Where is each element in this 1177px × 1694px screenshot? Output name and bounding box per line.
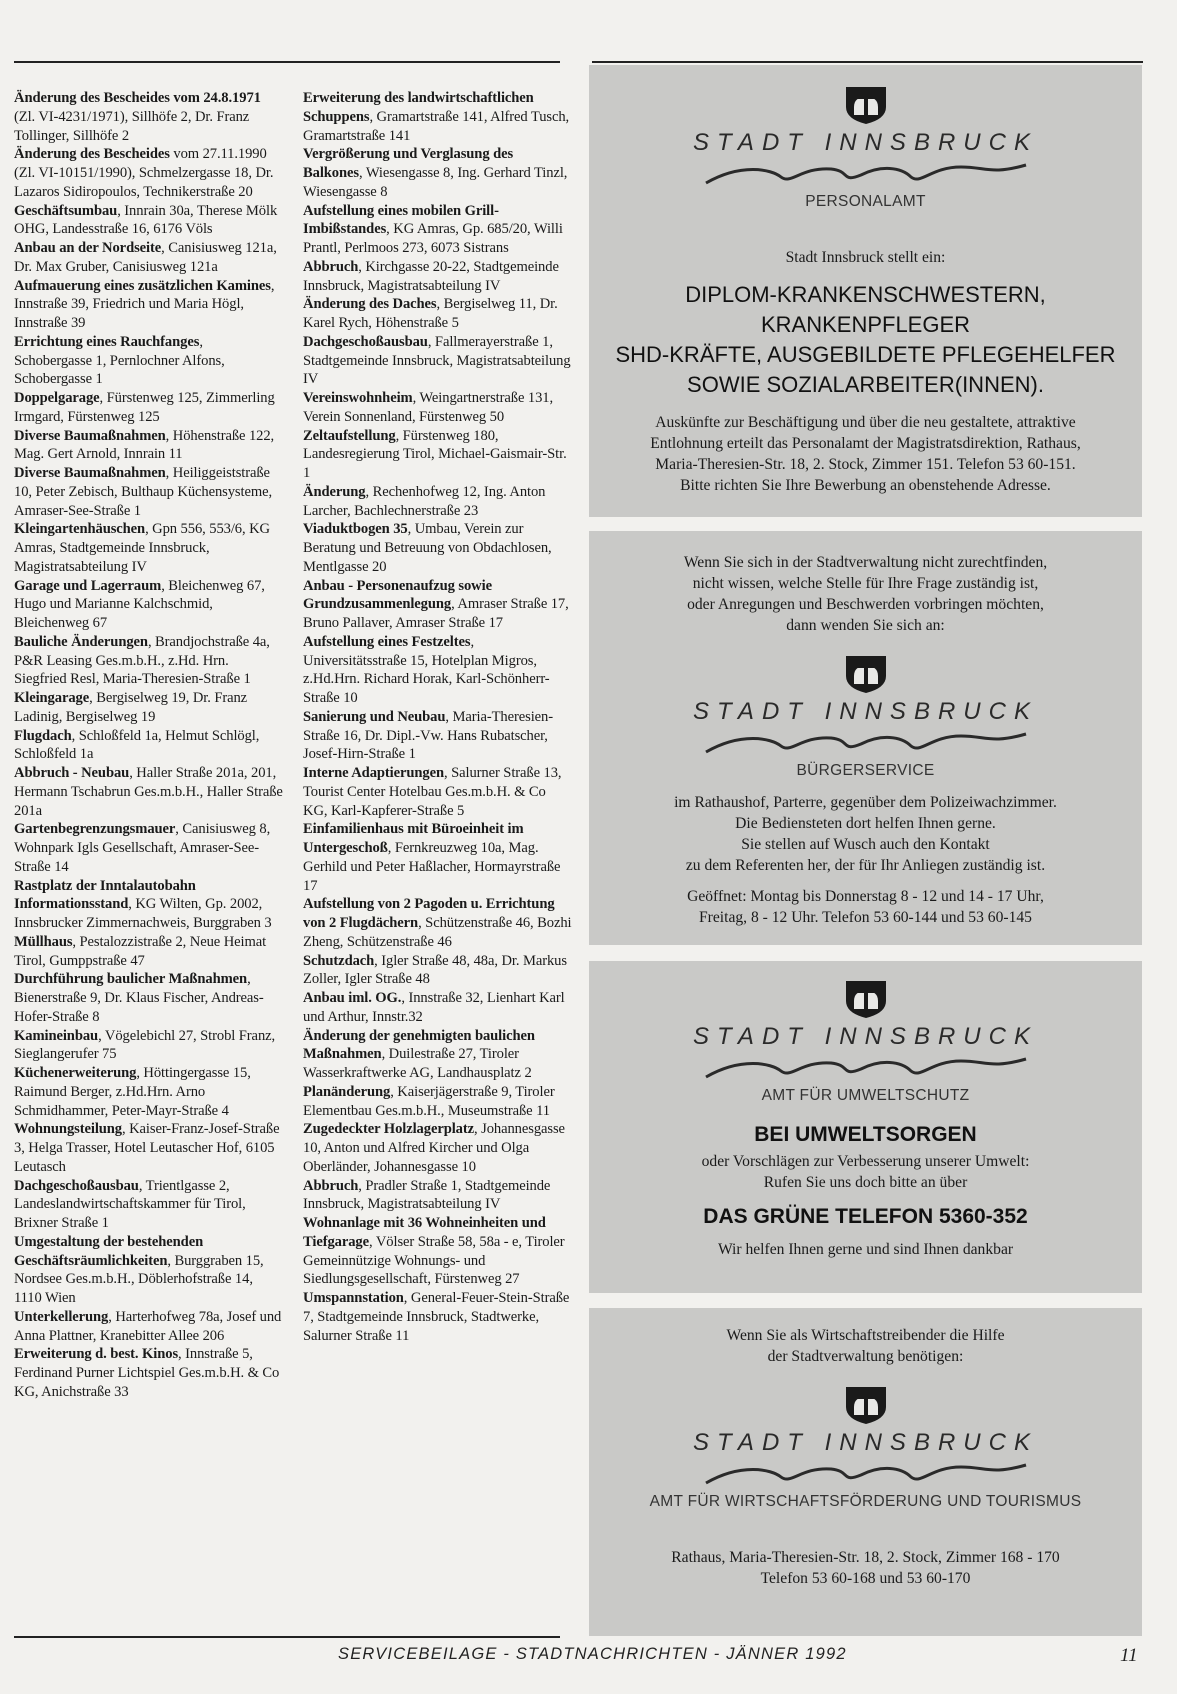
ad2-hours: Geöffnet: Montag bis Donnerstag 8 - 12 und 14 - 17 Uhr, Freitag, 8 - 12 Uhr. Telefon 53 60-144 und 53 60-145	[687, 888, 1044, 926]
notice-text: , Rechenhofweg 12, Ing. Anton Larcher, Bachlechnerstraße 23	[303, 483, 546, 519]
notice-entry	[14, 277, 284, 333]
ad4-contact: Rathaus, Maria-Theresien-Str. 18, 2. Stock, Zimmer 168 - 170 Telefon 53 60-168 und 53 60-170	[671, 1549, 1060, 1587]
notice-entry	[14, 933, 284, 971]
notice-text: , Bergiselweg 19, Dr. Franz Ladinig, Bergiselweg 19	[14, 690, 248, 725]
ad-wirtschaftsfoerderung	[589, 1308, 1142, 1636]
notice-text: , Amraser Straße 17, Bruno Pallaver, Amraser Straße 17	[303, 596, 569, 631]
notice-text: , Fallmerayerstraße 1, Stadtgemeinde Innsbruck, Magistratsabteilung IV	[303, 333, 571, 388]
notice-entry	[14, 202, 284, 240]
notice-entry	[303, 333, 573, 389]
ad2-body: im Rathaushof, Parterre, gegenüber dem Polizeiwachzimmer. Die Bediensteten dort helfen Ihnen gerne. Sie stellen auf Wusch auch den Kontakt zu dem Referenten her, der für Ihr Anliegen zuständig ist.	[674, 794, 1057, 874]
notice-text: , Kaiserjägerstraße 9, Tiroler Elementbau Ges.m.b.H., Museumstraße 11	[303, 1083, 555, 1119]
notice-title: Änderung der genehmigten baulichen Maßnahmen	[303, 1027, 535, 1063]
notice-entry	[303, 820, 573, 895]
notice-text: , Vögelebichl 27, Strobl Franz, Sieglangerufer 75	[14, 1027, 276, 1063]
notice-text: , Canisiusweg 8, Wohnpark Igls Gesellschaft, Amraser-See-Straße 14	[14, 821, 271, 875]
notice-title: Umgestaltung der bestehenden Geschäftsräumlichkeiten	[14, 1233, 204, 1269]
notice-entry	[303, 1289, 573, 1345]
notice-entry	[303, 295, 573, 333]
ad-personalamt	[589, 65, 1142, 517]
ad3-body: oder Vorschlägen zur Verbesserung unserer Umwelt: Rufen Sie uns doch bitte an über	[701, 1153, 1030, 1191]
notice-text: , Weingartnerstraße 131, Verein Sonnenland, Fürstenweg 50	[303, 390, 554, 425]
dept-name: AMT FÜR UMWELTSCHUTZ	[761, 1087, 970, 1104]
notice-entry	[14, 239, 284, 277]
notice-title: Wohnanlage mit 36 Wohneinheiten und Tiefgarage	[303, 1215, 546, 1250]
notice-title: Bauliche Änderungen	[14, 633, 148, 650]
notice-entry	[303, 1083, 573, 1121]
notice-text: , Kaiser-Franz-Josef-Straße 3, Helga Trasser, Hotel Leutascher Hof, 6105 Leutasch	[14, 1121, 280, 1175]
notice-entry	[303, 1214, 573, 1289]
city-crest-icon	[843, 85, 889, 125]
notice-entry	[14, 1064, 284, 1120]
city-crest-icon	[843, 979, 889, 1019]
notice-text: , KG Wilten, Gp. 2002, Innsbrucker Zimmernachweis, Burggraben 3	[14, 896, 272, 931]
notice-entry	[303, 577, 573, 633]
top-rule	[14, 61, 560, 63]
notice-title: Umspannstation	[303, 1290, 404, 1306]
notice-entry	[14, 577, 284, 633]
notice-text: , Wiesengasse 8, Ing. Gerhard Tinzl, Wiesengasse 8	[303, 165, 568, 200]
notice-entry	[14, 877, 284, 933]
page-footer	[0, 1645, 1177, 1675]
notice-title: Planänderung	[303, 1083, 391, 1100]
notice-title: Dachgeschoßausbau	[14, 1177, 139, 1194]
city-name: STADT INNSBRUCK	[693, 698, 1038, 725]
notice-title: Vereinswohnheim	[303, 390, 413, 406]
notice-title: Änderung	[303, 483, 366, 500]
notice-text: vom 27.11.1990 (Zl. VI-10151/1990), Schmelzergasse 18, Dr. Lazaros Sidiropoulos, Technikerstraße 20	[14, 146, 274, 200]
notice-entry	[303, 708, 573, 764]
notice-entry	[303, 202, 573, 258]
notice-entry	[14, 1345, 284, 1401]
notice-title: Einfamilienhaus mit Büroeinheit im Untergeschoß	[303, 821, 524, 856]
top-rule-right	[592, 61, 1143, 63]
notice-text: , Salurner Straße 13, Tourist Center Hotelbau Ges.m.b.H. & Co KG, Karl-Kapferer-Straße 5	[303, 765, 562, 819]
city-name: STADT INNSBRUCK	[693, 1429, 1038, 1456]
notice-text: , Fernkreuzweg 10a, Mag. Gerhild und Peter Haßlacher, Hormayrstraße 17	[303, 840, 561, 894]
notice-title: Abbruch	[303, 1177, 359, 1194]
notice-entry	[303, 764, 573, 820]
notice-title: Geschäftsumbau	[14, 202, 118, 219]
notice-text: , Haller Straße 201a, 201, Hermann Tschabrun Ges.m.b.H., Haller Straße 201a	[14, 765, 283, 819]
river-wave-icon	[701, 159, 1031, 189]
footer-text: SERVICEBEILAGE - STADTNACHRICHTEN - JÄNNER 1992	[338, 1645, 847, 1663]
city-logo	[589, 1385, 1142, 1511]
notice-title: Garage und Lagerraum	[14, 577, 162, 594]
notice-text: , General-Feuer-Stein-Straße 7, Stadtgemeinde Innsbruck, Stadtwerke, Salurner Straße 11	[303, 1290, 570, 1344]
notice-entry	[14, 727, 284, 765]
ad1-headline: DIPLOM-KRANKENSCHWESTERN, KRANKENPFLEGER SHD-KRÄFTE, AUSGEBILDETE PFLEGEHELFER SOWIE SOZIALARBEITER(INNEN).	[615, 282, 1116, 397]
notice-title: Diverse Baumaßnahmen	[14, 465, 166, 481]
dept-name: PERSONALAMT	[805, 193, 926, 210]
notice-text: , Gramartstraße 141, Alfred Tusch, Gramartstraße 141	[303, 108, 570, 144]
notice-text: , Canisiusweg 121a, Dr. Max Gruber, Canisiusweg 121a	[14, 240, 277, 275]
notice-entry	[14, 1027, 284, 1065]
city-logo	[589, 85, 1142, 211]
notice-text: , Umbau, Verein zur Beratung und Betreuung von Obdachlosen, Mentlgasse 20	[303, 521, 552, 575]
notice-text: , Igler Straße 48, 48a, Dr. Markus Zoller, Igler Straße 48	[303, 952, 567, 988]
notice-entry	[14, 764, 284, 820]
notice-text: , Maria-Theresien-Straße 16, Dr. Dipl.-Vw. Hans Rubatscher, Josef-Hirn-Straße 1	[303, 708, 553, 763]
notice-title: Schutzdach	[303, 952, 375, 969]
notice-title: Anbau an der Nordseite	[14, 240, 162, 256]
notice-title: Kamineinbau	[14, 1027, 99, 1044]
river-wave-icon	[701, 1459, 1031, 1489]
notice-text: , Gpn 556, 553/6, KG Amras, Stadtgemeinde Innsbruck, Magistratsabteilung IV	[14, 521, 270, 575]
notice-entry	[303, 145, 573, 201]
left-column	[14, 89, 284, 1402]
middle-column	[303, 89, 573, 1345]
river-wave-icon	[701, 1053, 1031, 1083]
notice-title: Anbau - Personenaufzug sowie Grundzusammenlegung	[303, 577, 492, 613]
notice-title: Zeltaufstellung	[303, 427, 396, 444]
notice-text: , Pradler Straße 1, Stadtgemeinde Innsbruck, Magistratsabteilung IV	[303, 1177, 551, 1213]
page-number: 11	[1120, 1645, 1138, 1666]
notice-text: , Höhenstraße 122, Mag. Gert Arnold, Innrain 11	[14, 427, 275, 463]
notice-title: Dachgeschoßausbau	[303, 333, 428, 350]
city-logo	[589, 654, 1142, 780]
ad2-intro: Wenn Sie sich in der Stadtverwaltung nicht zurechtfinden, nicht wissen, welche Stelle für Ihre Frage zuständig ist, oder Anregungen und Beschwerden vorbringen möchten, dann wenden Sie sich an:	[683, 554, 1048, 634]
notice-text: , Innstraße 5, Ferdinand Purner Lichtspiel Ges.m.b.H. & Co KG, Anichstraße 33	[14, 1346, 280, 1400]
notice-title: Zugedeckter Holzlagerplatz	[303, 1121, 475, 1138]
notice-title: Aufstellung von 2 Pagoden u. Errichtung von 2 Flugdächern	[303, 896, 555, 931]
notice-title: Erweiterung des landwirtschaftlichen Schuppens	[303, 90, 534, 125]
ad4-intro: Wenn Sie als Wirtschaftstreibender die Hilfe der Stadtverwaltung benötigen:	[726, 1327, 1005, 1365]
city-crest-icon	[843, 654, 889, 694]
notice-entry	[14, 1120, 284, 1176]
ad-umweltschutz	[589, 961, 1142, 1293]
notice-title: Sanierung und Neubau	[303, 708, 446, 725]
notice-entry	[14, 464, 284, 520]
ad1-body: Auskünfte zur Beschäftigung und über die neu gestaltete, attraktive Entlohnung erteilt das Personalamt der Magistratsdirektion, Rathaus, Maria-Theresien-Str. 18, 2. Stock, Zimmer 151. Telefon 53 60-151. Bitte richten Sie Ihre Bewerbung an obenstehende Adresse.	[650, 414, 1081, 494]
notice-entry	[303, 952, 573, 990]
notice-text: , Schützenstraße 46, Bozhi Zheng, Schützenstraße 46	[303, 915, 572, 950]
notice-entry	[303, 483, 573, 521]
notice-text: , Völser Straße 58, 58a - e, Tiroler Gemeinnützige Wohnungs- und Siedlungsgesellschaft, Fürstenweg 27	[303, 1233, 565, 1288]
notice-entry	[14, 333, 284, 389]
notice-text: , Höttingergasse 15, Raimund Berger, z.Hd.Hrn. Arno Schmidhammer, Peter-Mayr-Straße 4	[14, 1065, 251, 1119]
notice-title: Vergrößerung und Verglasung des Balkones	[303, 146, 514, 181]
notice-title: Doppelgarage	[14, 390, 100, 406]
notice-text: , Innstraße 39, Friedrich und Maria Högl, Innstraße 39	[14, 277, 275, 331]
notice-text: , Innstraße 32, Lienhart Karl und Arthur, Innstr.32	[303, 990, 565, 1025]
notice-text: , Fürstenweg 125, Zimmerling Irmgard, Fürstenweg 125	[14, 390, 275, 425]
notice-text: , Fürstenweg 180, Landesregierung Tirol, Michael-Gaismair-Str. 1	[303, 427, 567, 481]
notice-entry	[14, 633, 284, 689]
notice-entry	[14, 1177, 284, 1233]
notice-text: , Bleichenweg 67, Hugo und Marianne Kalchschmid, Bleichenweg 67	[14, 577, 265, 631]
river-wave-icon	[701, 728, 1031, 758]
notice-title: Müllhaus	[14, 933, 73, 950]
notice-entry	[303, 1177, 573, 1215]
notice-title: Abbruch - Neubau	[14, 765, 130, 781]
notice-text: , Pestalozzistraße 2, Neue Heimat Tirol, Gumppstraße 47	[14, 933, 267, 969]
notice-entry	[14, 1233, 284, 1308]
notice-entry	[303, 633, 573, 708]
bottom-rule	[14, 1636, 560, 1638]
notice-title: Wohnungsteilung	[14, 1121, 123, 1138]
notice-text: , Burggraben 15, Nordsee Ges.m.b.H., Döblerhofstraße 14, 1110 Wien	[14, 1252, 264, 1306]
notice-entry	[14, 89, 284, 145]
notice-entry	[303, 1120, 573, 1176]
notice-title: Änderung des Bescheides	[14, 146, 170, 163]
notice-title: Kleingarage	[14, 690, 90, 706]
notice-text: , Johannesgasse 10, Anton und Alfred Kircher und Olga Oberländer, Johannesgasse 10	[303, 1121, 565, 1175]
notice-entry	[303, 895, 573, 951]
notice-entry	[14, 970, 284, 1026]
notice-entry	[14, 389, 284, 427]
notice-title: Unterkellerung	[14, 1308, 109, 1325]
notice-title: Interne Adaptierungen	[303, 765, 445, 781]
notice-text: , Innrain 30a, Therese Mölk OHG, Landesstraße 16, 6176 Völs	[14, 202, 278, 238]
notice-title: Aufstellung eines mobilen Grill-Imbißstandes	[303, 202, 499, 238]
ad1-intro: Stadt Innsbruck stellt ein:	[785, 249, 946, 266]
notice-title: Erweiterung d. best. Kinos	[14, 1346, 179, 1363]
notice-entry	[14, 1308, 284, 1346]
notice-text: , Schobergasse 1, Pernlochner Alfons, Schobergasse 1	[14, 333, 225, 388]
notice-title: Küchenerweiterung	[14, 1065, 137, 1081]
notice-title: Aufstellung eines Festzeltes	[303, 633, 471, 650]
notice-entry	[14, 689, 284, 727]
ad-buergerservice	[589, 531, 1142, 945]
notice-entry	[14, 145, 284, 201]
ad3-headline: BEI UMWELTSORGEN	[754, 1123, 977, 1146]
dept-name: AMT FÜR WIRTSCHAFTSFÖRDERUNG UND TOURISMUS	[649, 1493, 1082, 1510]
notice-entry	[303, 427, 573, 483]
city-name: STADT INNSBRUCK	[693, 129, 1038, 156]
dept-name: BÜRGERSERVICE	[796, 762, 935, 779]
city-name: STADT INNSBRUCK	[693, 1023, 1038, 1050]
notice-title: Errichtung eines Rauchfanges	[14, 333, 200, 350]
notice-title: Abbruch	[303, 258, 359, 275]
notice-title: Änderung des Bescheides vom 24.8.1971	[14, 90, 261, 106]
notice-entry	[303, 258, 573, 296]
notice-text: , Harterhofweg 78a, Josef und Anna Plattner, Kranebitter Allee 206	[14, 1308, 282, 1344]
city-logo	[589, 979, 1142, 1105]
notice-title: Durchführung baulicher Maßnahmen	[14, 971, 248, 988]
notice-title: Flugdach	[14, 727, 72, 744]
notice-title: Rastplatz der Inntalautobahn Informationsstand	[14, 877, 196, 913]
notice-text: , KG Amras, Gp. 685/20, Willi Prantl, Perlmoos 273, 6073 Sistrans	[303, 221, 563, 256]
notice-text: (Zl. VI-4231/1971), Sillhöfe 2, Dr. Franz Tollinger, Sillhöfe 2	[14, 108, 250, 144]
notice-text: , Kirchgasse 20-22, Stadtgemeinde Innsbruck, Magistratsabteilung IV	[303, 258, 559, 294]
notice-entry	[14, 427, 284, 465]
notice-text: , Duilestraße 27, Tiroler Wasserkraftwerke AG, Landhausplatz 2	[303, 1046, 532, 1081]
notice-entry	[14, 520, 284, 576]
notice-text: , Bienerstraße 9, Dr. Klaus Fischer, Andreas-Hofer-Straße 8	[14, 971, 264, 1025]
notice-title: Anbau iml. OG.	[303, 990, 402, 1006]
notice-text: , Heiliggeiststraße 10, Peter Zebisch, Bulthaup Küchensysteme, Amraser-See-Straße 1	[14, 465, 273, 519]
notice-title: Gartenbegrenzungsmauer	[14, 821, 176, 838]
notice-entry	[303, 989, 573, 1027]
notice-entry	[303, 520, 573, 576]
ad3-phone: DAS GRÜNE TELEFON 5360-352	[703, 1205, 1028, 1228]
notice-entry	[303, 89, 573, 145]
notice-entry	[303, 1027, 573, 1083]
notice-text: , Brandjochstraße 4a, P&R Leasing Ges.m.b.H., z.Hd. Hrn. Siegfried Resl, Maria-Theresien-Straße 1	[14, 633, 270, 688]
notice-title: Aufmauerung eines zusätzlichen Kamines	[14, 277, 271, 294]
notice-title: Änderung des Daches	[303, 296, 437, 313]
ad3-closing: Wir helfen Ihnen gerne und sind Ihnen dankbar	[717, 1241, 1014, 1258]
notice-text: , Trientlgasse 2, Landeslandwirtschaftskammer für Tirol, Brixner Straße 1	[14, 1177, 246, 1231]
notice-text: , Bergiselweg 11, Dr. Karel Rych, Höhenstraße 5	[303, 296, 558, 331]
notice-entry	[303, 389, 573, 427]
notice-entry	[14, 820, 284, 876]
notice-text: , Schloßfeld 1a, Helmut Schlögl, Schloßfeld 1a	[14, 727, 260, 763]
notice-title: Kleingartenhäuschen	[14, 521, 146, 538]
notice-text: , Universitätsstraße 15, Hotelplan Migros, z.Hd.Hrn. Richard Horak, Karl-Schönherr-Straße 10	[303, 633, 550, 706]
city-crest-icon	[843, 1385, 889, 1425]
notice-title: Diverse Baumaßnahmen	[14, 427, 166, 444]
notice-title: Viaduktbogen 35	[303, 521, 408, 538]
